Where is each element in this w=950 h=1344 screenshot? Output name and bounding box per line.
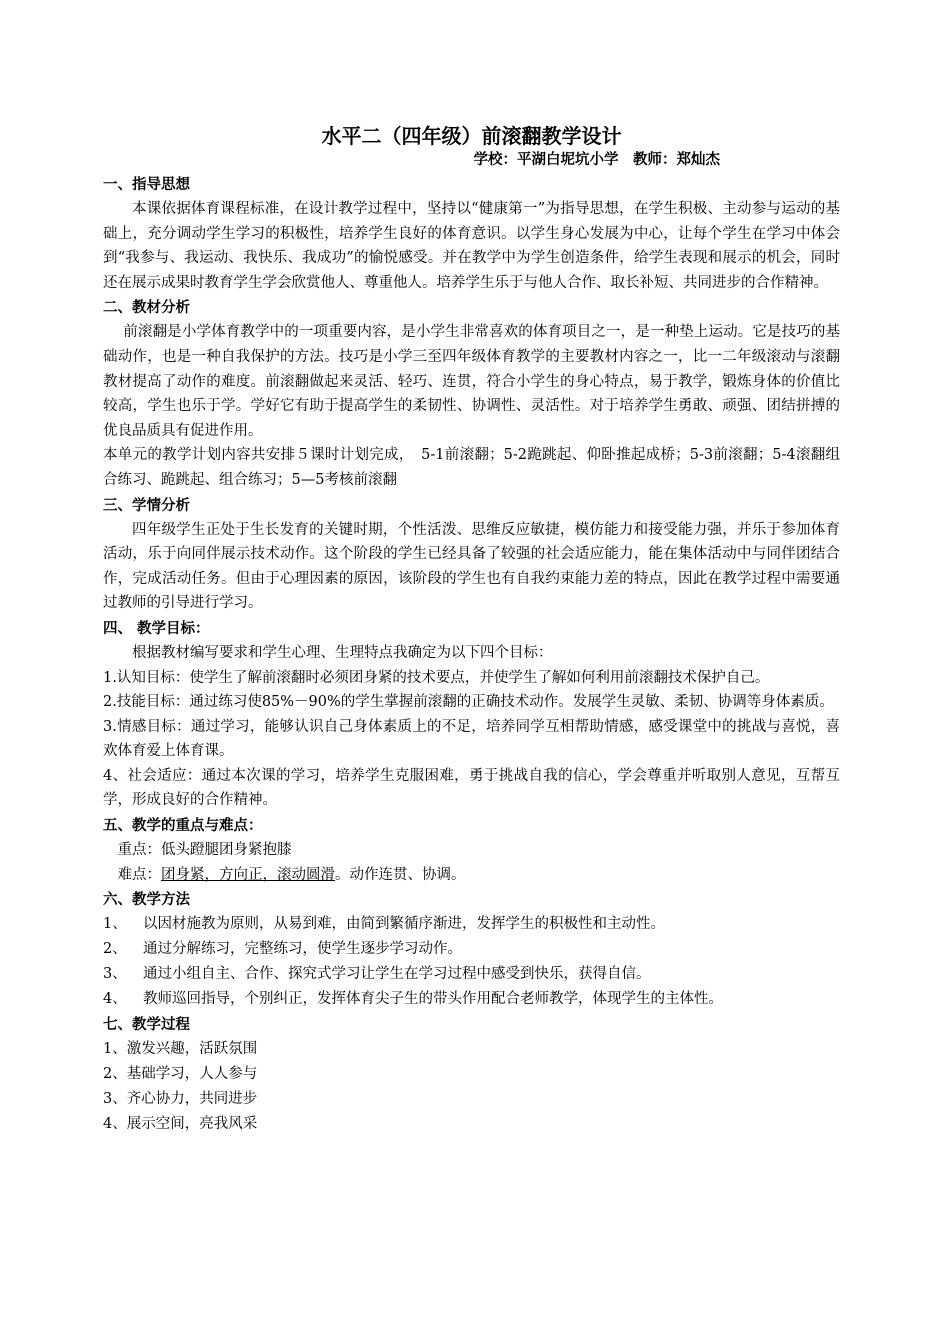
section-heading: 三、学情分析 bbox=[103, 496, 190, 514]
method-item bbox=[103, 962, 840, 987]
method-text: 教师巡回指导，个别纠正，发挥体育尖子生的带头作用配合老师教学，体现学生的主体性。 bbox=[143, 991, 723, 1008]
method-text: 通过小组自主、合作、探究式学习让学生在学习过程中感受到快乐，获得自信。 bbox=[143, 966, 651, 983]
difficult-point-rest: 。动作连贯、协调。 bbox=[335, 866, 466, 883]
goal-item: 3.情感目标：通过学习，能够认识自己身体素质上的不足，培养同学互相帮助情感，感受课堂中的挑战与喜悦，喜欢体育爱上体育课。 bbox=[103, 718, 840, 760]
method-item bbox=[103, 937, 840, 962]
section-material-analysis bbox=[103, 295, 840, 492]
section-student-analysis bbox=[103, 493, 840, 616]
goal-item: 2.技能目标：通过练习使85%－90%的学生掌握前滚翻的正确技术动作。发展学生灵敏、柔韧、协调等身体素质。 bbox=[103, 694, 834, 711]
section-heading: 一、指导思想 bbox=[103, 176, 190, 193]
key-point: 重点：低头蹬腿团身紧抱膝 bbox=[117, 842, 292, 859]
difficult-point-label: 难点： bbox=[117, 866, 161, 883]
method-number: 4、 bbox=[103, 991, 127, 1008]
unit-plan-paragraph: 本单元的教学计划内容共安排５课时计划完成， 5-1前滚翻；5-2跪跳起、仰卧推起成桥；5-3前滚翻；5-4滚翻组合练习、跪跳起、组合练习；5—5考核前滚翻 bbox=[103, 447, 840, 488]
section-key-difficult-points bbox=[103, 813, 840, 887]
goals-intro: 根据教材编写要求和学生心理、生理特点我确定为以下四个目标： bbox=[132, 644, 553, 661]
difficult-point-underlined: 团身紧，方向正，滚动圆滑 bbox=[161, 866, 335, 883]
difficult-point bbox=[103, 863, 840, 888]
method-item bbox=[103, 912, 840, 937]
method-number: 1、 bbox=[103, 916, 127, 933]
section-paragraph: 前滚翻是小学体育教学中的一项重要内容，是小学生非常喜欢的体育项目之一，是一种垫上运动。它是技巧的基础动作，也是一种自我保护的方法。技巧是小学三至四年级体育教学的主要教材内容之一，比一二年级滚动与滚翻教材提高了动作的难度。前滚翻做起来灵活、轻巧、连贯，符合小学生的身心特点，易于教学，锻炼身体的价值比较高，学生也乐于学。学好它有助于提高学生的柔韧性、协调性、灵活性。对于培养学生勇敢、顽强、团结拼搏的优良品质具有促进作用。 bbox=[103, 324, 840, 439]
author-byline: 学校：平湖白坭坑小学 教师：郑灿杰 bbox=[473, 151, 720, 168]
section-teaching-goals bbox=[103, 616, 840, 813]
section-heading: 五、教学的重点与难点： bbox=[103, 817, 263, 835]
method-item bbox=[103, 987, 840, 1012]
section-guiding-thought bbox=[103, 172, 840, 295]
section-paragraph: 本课依据体育课程标准，在设计教学过程中，坚持以“健康第一”为指导思想，在学生积极、主动参与运动的基础上，充分调动学生学习的积极性，培养学生良好的体育意识。以学生身心发展为中心，让每个学生在学习中体会到“我参与、我运动、我快乐、我成功”的愉悦感受。并在教学中为学生创造条件，给学生表现和展示的机会，同时还在展示成果时教育学生学会欣赏他人、尊重他人。培养学生乐于与他人合作、取长补短、共同进步的合作精神。 bbox=[103, 201, 840, 291]
method-text: 以因材施教为原则，从易到难，由简到繁循序渐进，发挥学生的积极性和主动性。 bbox=[143, 916, 665, 933]
method-text: 通过分解练习，完整练习，使学生逐步学习动作。 bbox=[143, 941, 462, 958]
section-teaching-methods bbox=[103, 887, 840, 1012]
method-number: 3、 bbox=[103, 966, 127, 983]
method-number: 2、 bbox=[103, 941, 127, 958]
section-teaching-process bbox=[103, 1012, 840, 1137]
section-heading: 六、教学方法 bbox=[103, 891, 190, 909]
goal-item: 1.认知目标：使学生了解前滚翻时必须团身紧的技术要点，并使学生了解如何利用前滚翻技术保护自己。 bbox=[103, 669, 770, 686]
section-heading: 二、教材分析 bbox=[103, 299, 190, 317]
document-page bbox=[103, 122, 840, 1137]
process-step: 1、激发兴趣，活跃氛围 bbox=[103, 1041, 258, 1058]
process-step: 2、基础学习，人人参与 bbox=[103, 1066, 258, 1083]
process-step: 4、展示空间，亮我风采 bbox=[103, 1116, 258, 1133]
process-step: 3、齐心协力，共同进步 bbox=[103, 1091, 258, 1108]
document-title: 水平二（四年级）前滚翻教学设计 bbox=[321, 124, 622, 148]
section-heading: 四、 教学目标： bbox=[103, 619, 210, 637]
section-heading: 七、教学过程 bbox=[103, 1016, 190, 1034]
goal-item: 4、社会适应：通过本次课的学习，培养学生克服困难，勇于挑战自我的信心，学会尊重并听取别人意见，互帮互学，形成良好的合作精神。 bbox=[103, 767, 840, 809]
section-paragraph: 四年级学生正处于生长发育的关键时期，个性活泼、思维反应敏捷，模仿能力和接受能力强，并乐于参加体育活动，乐于向同伴展示技术动作。这个阶段的学生已经具备了较强的社会适应能力，能在集体活动中与同伴团结合作，完成活动任务。但由于心理因素的原因，该阶段的学生也有自我约束能力差的特点，因此在教学过程中需要通过教师的引导进行学习。 bbox=[103, 521, 840, 612]
